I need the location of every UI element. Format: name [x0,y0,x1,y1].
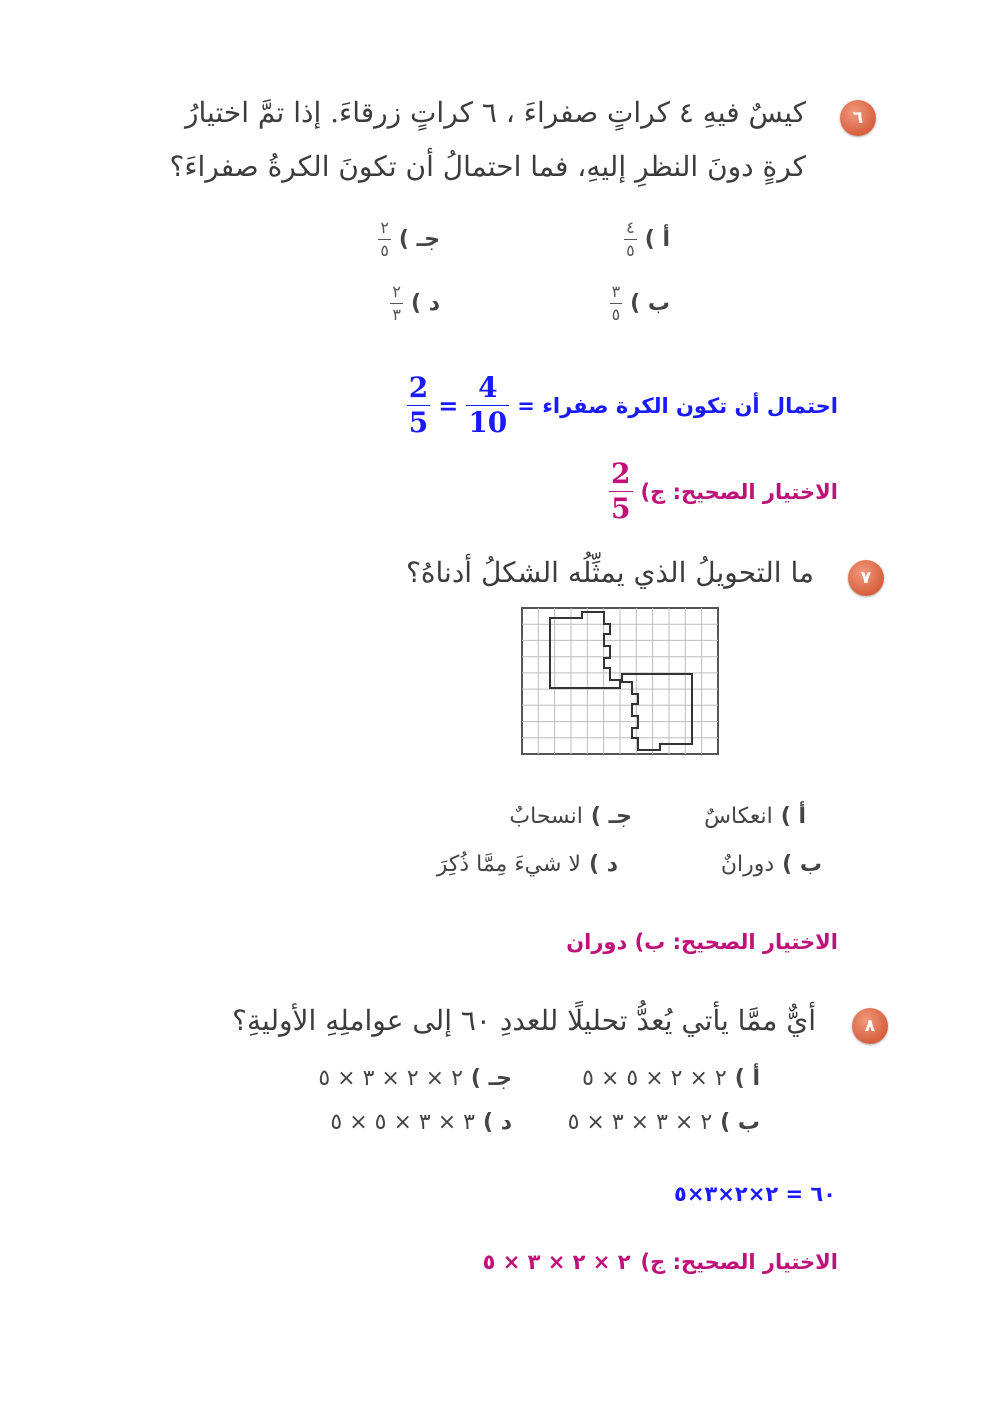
q6-answer-text: الاختيار الصحيح: ج) [640,479,838,504]
q6-option-a[interactable] [624,220,670,259]
denominator: ٥ [626,241,635,260]
option-label: ب ) [630,291,670,316]
option-text: ٣ × ٣ × ٥ × ٥ [330,1110,475,1135]
question-7-number-badge: ٧ [848,560,884,596]
q7-option-d[interactable] [437,852,618,877]
option-label: ب ) [782,852,822,877]
numerator: ٢ [392,282,401,301]
q6-option-c[interactable] [378,220,440,259]
option-fraction [390,284,403,323]
option-label: أ ) [780,804,806,829]
option-label: د ) [410,291,440,316]
question-7-text: ما التحويلُ الذي يمثِّلُه الشكلُ أدناهُ؟ [405,556,814,589]
question-6-text-line2: كرةٍ دونَ النظرِ إليهِ، فما احتمالُ أن تكونَ الكرةُ صفراءَ؟ [169,150,806,183]
option-label: أ ) [644,227,670,252]
option-fraction [610,284,623,323]
q6-option-d[interactable] [390,284,440,323]
option-text: انعكاسٌ [704,804,773,829]
q7-answer: الاختيار الصحيح: ب) دوران [566,930,838,954]
denominator: 5 [611,492,631,525]
option-fraction [378,220,391,259]
numerator: ٣ [611,282,621,301]
q7-option-a[interactable] [704,804,806,829]
q8-option-c[interactable] [318,1066,512,1091]
option-text: ٢ × ٢ × ٥ × ٥ [582,1066,727,1091]
option-fraction [624,220,637,259]
denominator: 5 [408,406,429,439]
denominator: 10 [468,406,508,439]
numerator: ٤ [626,218,635,237]
q6-working-fraction-2 [407,371,430,439]
q6-answer [609,457,838,525]
option-label: جـ ) [398,227,440,252]
numerator: 2 [408,371,429,404]
q8-answer [483,1250,838,1274]
option-label: ب ) [720,1110,760,1135]
q8-option-b[interactable] [568,1110,760,1135]
denominator: ٥ [380,241,389,260]
numerator: ٢ [380,218,389,237]
option-text: دورانٌ [720,852,775,877]
q8-answer-value: ٢ × ٢ × ٣ × ٥ [482,1250,631,1274]
option-text: ٢ × ٣ × ٣ × ٥ [567,1110,713,1135]
numerator: 4 [478,371,498,404]
q6-working-text: احتمال أن تكون الكرة صفراء = [517,393,838,418]
option-label: جـ ) [470,1066,512,1091]
option-text: لا شيءَ مِمَّا ذُكِرَ [436,852,581,877]
question-8-number-badge: ٨ [852,1008,888,1044]
question-6-text-line1: كيسٌ فيهِ ٤ كراتٍ صفراءَ ، ٦ كراتٍ زرقاءَ. إذا تمَّ اختيارُ [184,96,806,129]
q6-working-fraction-1 [466,371,509,439]
q7-option-b[interactable] [721,852,822,877]
numerator: 2 [611,457,631,490]
q7-option-c[interactable] [509,804,632,829]
denominator: ٥ [611,305,621,324]
transformation-grid-figure [520,606,720,756]
q6-answer-fraction [609,457,632,525]
option-label: أ ) [734,1066,760,1091]
option-text: ٢ × ٢ × ٣ × ٥ [318,1066,463,1091]
q8-working: ٦٠ = ٢×٢×٣×٥ [674,1182,836,1206]
option-label: د ) [588,852,618,877]
q6-working [407,371,838,439]
question-8-text: أيٌّ ممَّا يأتي يُعدُّ تحليلًا للعددِ ٦٠ إلى عواملِهِ الأوليةِ؟ [232,1004,816,1037]
option-label: جـ ) [590,804,632,829]
q8-answer-label: الاختيار الصحيح: ج) [640,1250,838,1274]
equals-sign: = [438,391,459,420]
option-label: د ) [482,1110,512,1135]
q6-option-b[interactable] [610,284,670,323]
option-text: انسحابٌ [509,804,583,829]
q8-option-d[interactable] [330,1110,512,1135]
q8-option-a[interactable] [582,1066,760,1091]
question-6-number-badge: ٦ [840,100,876,136]
denominator: ٣ [392,305,401,324]
